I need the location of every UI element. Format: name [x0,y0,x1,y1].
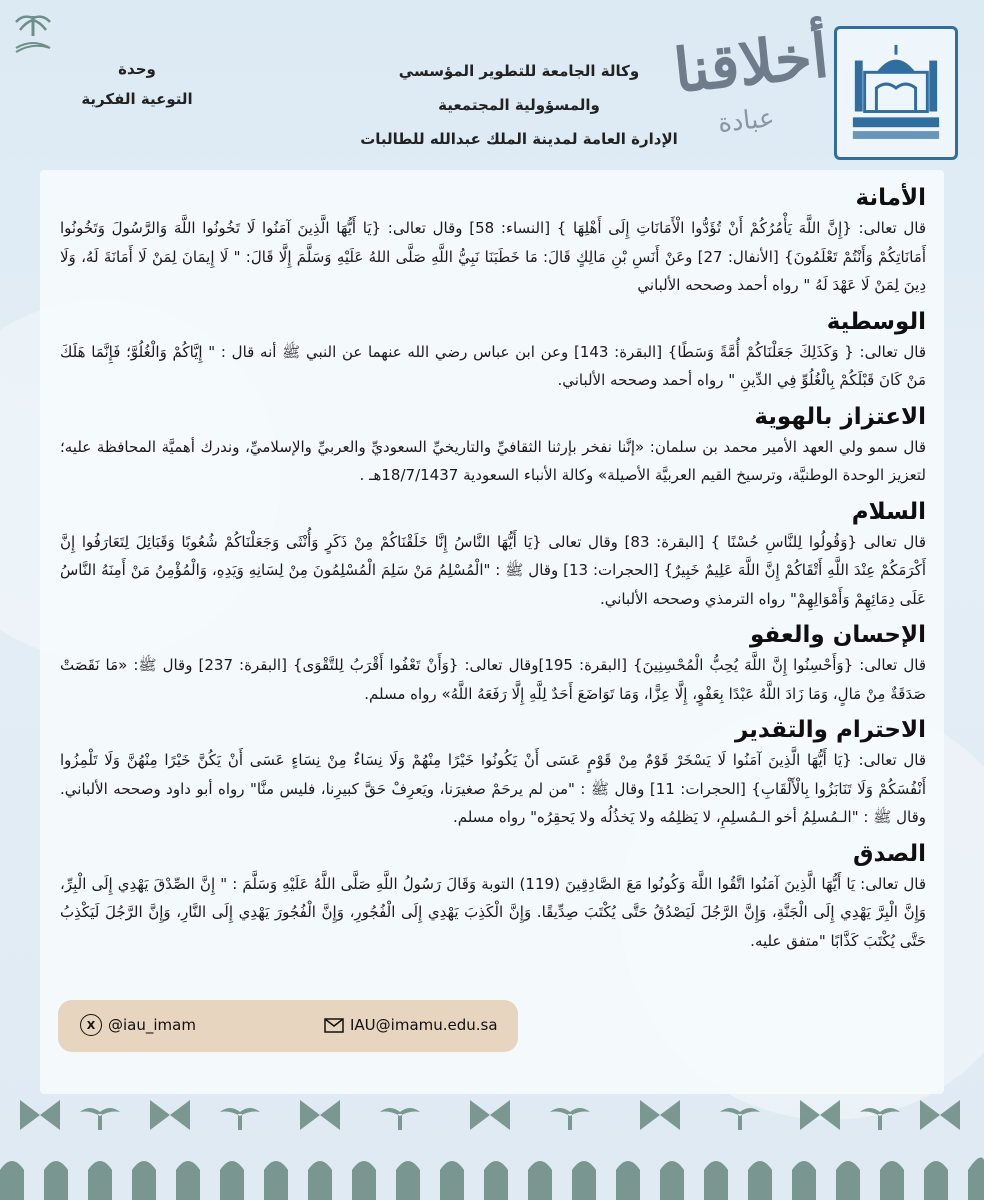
section-text: قال تعالى: {إِنَّ اللَّهَ يَأْمُرُكُمْ أَنْ تُؤَدُّوا الْأَمَانَاتِ إِلَى أَهْلِهَا } [النساء: 58] وقال تعالى: {يَا أَيُّهَا الَّذِينَ آمَنُوا لَا تَخُونُوا اللَّهَ وَالرَّسُولَ وَتَخُونُوا أَمَانَاتِكُمْ وَأَنْتُمْ تَعْلَمُونَ} [الأنفال: 27] وعَنْ أَنَسِ بْنِ مَالِكٍ قَالَ: مَا خَطَبَنَا نَبِيُّ اللَّهِ صَلَّى اللهُ عَلَيْهِ وَسَلَّمَ إِلَّا قَالَ: " لَا إِيمَانَ لِمَنْ لَا أَمَانَةَ لَهُ، وَلَا دِينَ لِمَنْ لَا عَهْدَ لَهُ " رواه أحمد وصححه الألباني [60,219,927,294]
agency-block [359,54,679,156]
section-text: قال تعالى: {يَا أَيُّهَا الَّذِينَ آمَنُوا لَا يَسْخَرْ قَوْمٌ مِنْ قَوْمٍ عَسَى أَنْ يَكُونُوا خَيْرًا مِنْهُمْ وَلَا نِسَاءٌ مِنْ نِسَاءٍ عَسَى أَنْ يَكُنَّ خَيْرًا مِنْهُنَّ وَلَا تَلْمِزُوا أَنْفُسَكُمْ وَلَا تَنَابَزُوا بِالْأَلْقَابِ} [الحجرات: 11] وقال ﷺ : "من لم يرحَمْ صغيرَنا، ويَعرِفْ حَقَّ كبيرِنا، فليس منَّا" رواه أبو داود وصححه الألباني. وقال ﷺ : "الـمُسلِمُ أخو الـمُسلِمِ، لا يَظلِمُه ولا يَخذُلُه ولا يَحقِرُه" رواه مسلم. [60,751,926,826]
unit-block [62,54,212,114]
section-text: قال تعالى: يَا أَيُّهَا الَّذِينَ آمَنُوا اتَّقُوا اللَّهَ وَكُونُوا مَعَ الصَّادِقِينَ (119) التوبة وَقَالَ رَسُولُ اللَّهِ صَلَّى اللَّهُ عَلَيْهِ وَسَلَّمَ : " إِنَّ الصِّدْقَ يَهْدِي إِلَى الْبِرِّ، وَإِنَّ الْبِرَّ يَهْدِي إِلَى الْجَنَّةِ، وَإِنَّ الرَّجُلَ لَيَصْدُقُ حَتَّى يُكْتَبَ صِدِّيقًا. وَإِنَّ الْكَذِبَ يَهْدِي إِلَى الْفُجُورِ، وَإِنَّ الْفُجُورَ يَهْدِي إِلَى النَّارِ، وَإِنَّ الرَّجُلَ لَيَكْذِبُ حَتَّى يُكْتَبَ كَذَّابًا "متفق عليه. [60,874,927,950]
section-salam [60,496,926,614]
palm-swords-icon [80,1108,900,1130]
x-account-link[interactable] [80,1014,196,1036]
section-title: الاحترام والتقدير [734,717,926,743]
section-wasatiya [60,306,926,395]
email-text: IAU@imamu.edu.sa [350,1016,498,1034]
agency-line-2: الإدارة العامة لمدينة الملك عبدالله للطالبات [360,130,678,148]
unit-line-1: وحدة [118,60,156,78]
email-link[interactable] [324,1016,498,1034]
unit-line-2: التوعية الفكرية [81,90,193,108]
section-title: الأمانة [855,185,926,211]
section-text: قال تعالى: {وَأَحْسِنُوا إِنَّ اللَّهَ يُحِبُّ الْمُحْسِنِينَ} [البقرة: 195]وقال تعالى: {وَأَنْ تَعْفُوا أَقْرَبُ لِلتَّقْوَى} [البقرة: 237] وقال ﷺ: «مَا نَقَصَتْ صَدَقَةٌ مِنْ مَالٍ، وَمَا زَادَ اللَّهُ عَبْدًا بِعَفْوٍ، إِلَّا عِزًّا، وَمَا تَوَاضَعَ أَحَدٌ لِلَّهِ إِلَّا رَفَعَهُ اللَّهُ» رواه مسلم. [60,656,927,703]
section-ihsan [60,619,926,708]
brand-subtitle: عبادة [716,103,776,139]
x-handle-text: @iau_imam [108,1016,196,1034]
brand-logo [671,21,833,144]
contact-bar [58,1000,518,1052]
brand-title: أخلاقنا [671,21,833,107]
section-text: قال تعالى: { وَكَذَلِكَ جَعَلْنَاكُمْ أُمَّةً وَسَطًا} [البقرة: 143] وعن ابن عباس رضي الله عنهما عن النبي ﷺ أنه قال : " إِيَّاكُمْ وَالْغُلُوَّ؛ فَإِنَّمَا هَلَكَ مَنْ كَانَ قَبْلَكُمْ بِالْغُلُوِّ فِي الدِّينِ " رواه أحمد وصححه الألباني. [60,342,927,389]
section-title: الاعتزاز بالهوية [754,403,926,430]
sadu-pattern-row [20,1100,960,1130]
header [0,0,984,170]
agency-line-1: وكالة الجامعة للتطوير المؤسسي والمسؤولية المجتمعية [398,62,640,114]
section-text: قال تعالى {وَقُولُوا لِلنَّاسِ حُسْنًا } [البقرة: 83] وقال تعالى {يَا أَيُّهَا النَّاسُ إِنَّا خَلَقْنَاكُمْ مِنْ ذَكَرٍ وَأُنْثَى وَجَعَلْنَاكُمْ شُعُوبًا وَقَبَائِلَ لِتَعَارَفُوا إِنَّ أَكْرَمَكُمْ عِنْدَ اللَّهِ أَتْقَاكُمْ إِنَّ اللَّهَ عَلِيمٌ خَبِيرٌ} [الحجرات: 13] وقال ﷺ : "الْمُسْلِمُ مَنْ سَلِمَ الْمُسْلِمُونَ مِنْ لِسَانِهِ وَيَدِهِ، وَالْمُؤْمِنُ مَنْ أَمِنَهُ النَّاسُ عَلَى دِمَائِهِمْ وَأَمْوَالِهِمْ" رواه الترمذي وصححه الألباني. [60,532,926,608]
content-panel [40,170,944,1094]
mail-icon [324,1018,344,1033]
section-identity [60,401,926,490]
x-logo-icon: X [80,1014,102,1036]
palm-swords-icon [8,8,58,58]
university-logo [834,26,958,160]
section-title: الصدق [852,840,926,867]
section-title: الإحسان والعفو [749,622,926,648]
section-title: السلام [851,498,926,525]
contact-area [40,998,944,1054]
mosque-icon [847,39,945,145]
section-title: الوسطية [826,308,926,335]
content [60,182,926,961]
section-sidq [60,838,926,956]
section-respect [60,714,926,832]
arches-row [0,1158,984,1200]
section-text: قال سمو ولي العهد الأمير محمد بن سلمان: «إنَّنا نفخر بإرثنا الثقافيِّ والتاريخيِّ السعوديِّ والعربيِّ والإسلاميِّ، وندرك أهميَّة المحافظة عليه؛ لتعزيز الوحدة الوطنيَّة، وترسيخ القيم العربيَّة الأصيلة» وكالة الأنباء السعودية 18/7/1437هـ . [60,437,926,484]
footer-pattern [0,1090,984,1200]
section-amana [60,182,926,300]
